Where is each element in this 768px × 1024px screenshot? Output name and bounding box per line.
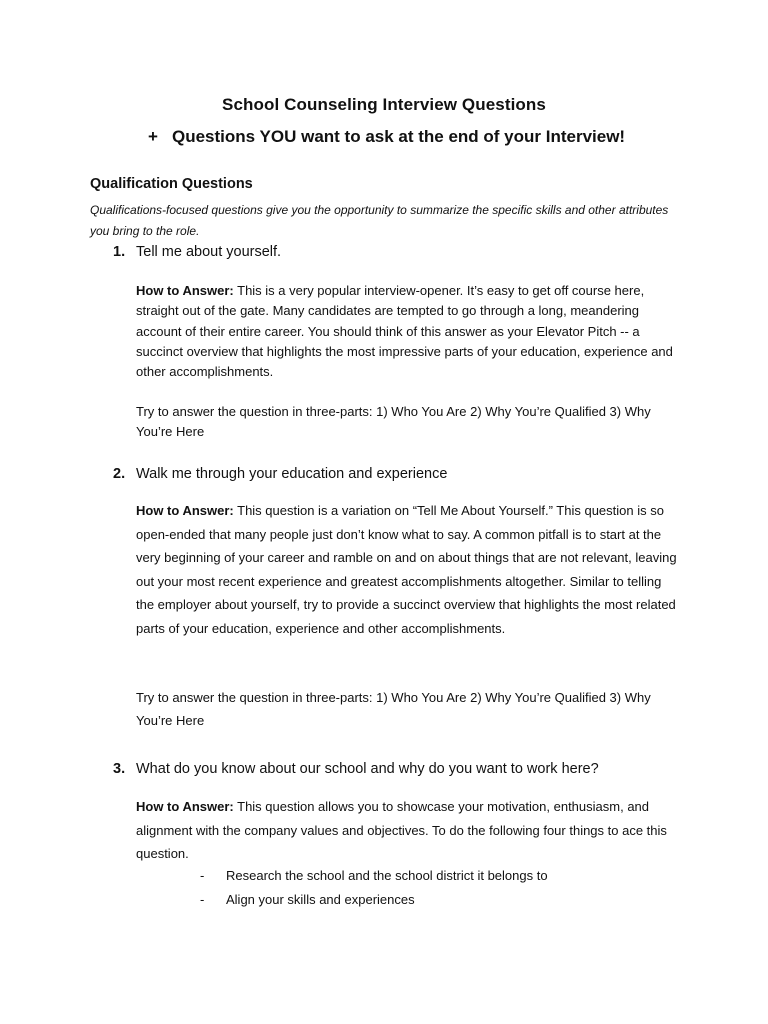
list-item [200,888,548,912]
section-heading: Qualification Questions [90,176,253,192]
answer-text: This question is a variation on “Tell Me About Yourself.” This question is so open-ended that many people just don’t know what to say. A common pitfall is to start at the very beginning of your career and ramble on and on about things that are not relevant, leaving out your most recent experience and greatest accomplishments altogether. Similar to telling the employer about yourself, try to provide a succinct overview that highlights the most related parts of your education, experience and other accomplishments. [136,503,677,636]
question-number: 3. [113,761,126,777]
answer-paragraph [136,499,681,640]
answer-text: This is a very popular interview-opener. It’s easy to get off course here, straight out of the gate. Many candidates are tempted to go through a long, meandering account of their entire career. You should think of this answer as your Elevator Pitch -- a succinct overview that highlights the most impressive parts of your education, experience and other accomplishments. [136,283,673,380]
answer-paragraph [136,281,681,382]
answer-text: This question allows you to showcase your motivation, enthusiasm, and alignment with the company values and objectives. To do the following four things to ace this question. [136,799,667,862]
bullet-dash: - [200,868,205,883]
question-text: Tell me about yourself. [136,244,282,260]
answer-lead: How to Answer: [136,799,234,814]
document-title: School Counseling Interview Questions [222,95,546,114]
answer-lead: How to Answer: [136,283,234,298]
subtitle-text: Questions YOU want to ask at the end of your Interview! [172,127,626,146]
answer-tip: Try to answer the question in three-parts: 1) Who You Are 2) Why You’re Qualified 3) Why You’re Here [136,404,651,440]
answer-paragraph [136,795,681,866]
section-intro: Qualifications-focused questions give you the opportunity to summarize the specific skills and other attributes you bring to the role. [90,203,669,238]
question-text: Walk me through your education and experience [136,466,448,482]
question-number: 1. [113,244,126,260]
bullet-dash: - [200,892,205,907]
bullet-text: Align your skills and experiences [226,892,415,907]
document-subtitle [148,127,625,147]
answer-tip: Try to answer the question in three-parts: 1) Who You Are 2) Why You’re Qualified 3) Why You’re Here [136,690,651,728]
question-text: What do you know about our school and why do you want to work here? [136,761,599,777]
list-item [200,864,548,888]
bullet-text: Research the school and the school district it belongs to [226,868,548,883]
subtitle-plus-marker: + [148,127,158,146]
question-number: 2. [113,466,126,482]
answer-bullet-list [200,864,548,912]
answer-lead: How to Answer: [136,503,234,518]
